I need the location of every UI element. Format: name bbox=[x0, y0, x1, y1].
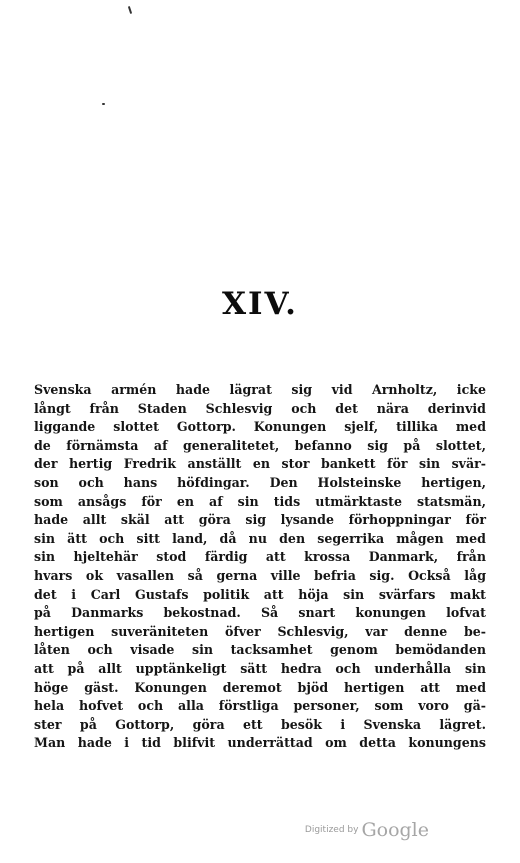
digitized-by-label: Digitized by bbox=[304, 825, 359, 835]
text-line: hvars ok vasallen så gerna ville befria sig. Också låg bbox=[34, 567, 486, 583]
text-line: hela hofvet och alla förstliga personer, som voro gä- bbox=[34, 698, 486, 714]
text-line: liggande slottet Gottorp. Konungen sjelf, tillika med bbox=[34, 419, 486, 435]
ink-speck-mark bbox=[128, 6, 132, 14]
text-line: sin hjeltehär stod färdig att krossa Danmark, från bbox=[34, 549, 486, 565]
text-line: der hertig Fredrik anställt en stor bankett för sin svär- bbox=[34, 456, 486, 472]
chapter-body-text bbox=[34, 381, 486, 753]
chapter-heading: XIV. bbox=[222, 286, 298, 322]
text-line: hade allt skäl att göra sig lysande förhoppningar för bbox=[34, 512, 486, 528]
ink-speck-mark bbox=[102, 103, 105, 105]
text-line: att på allt upptänkeligt sätt hedra och underhålla sin bbox=[34, 660, 486, 676]
text-line: på Danmarks bekostnad. Så snart konungen lofvat bbox=[34, 605, 486, 621]
text-line: Svenska armén hade lägrat sig vid Arnholtz, icke bbox=[34, 382, 486, 397]
digitized-by-watermark bbox=[305, 819, 429, 841]
text-line: de förnämsta af generalitetet, befanno sig på slottet, bbox=[34, 437, 486, 453]
text-line: Man hade i tid blifvit underrättad om detta konungens bbox=[34, 735, 486, 751]
text-line: hertigen suveräniteten öfver Schlesvig, var denne be- bbox=[34, 623, 486, 639]
text-line: son och hans höfdingar. Den Holsteinske hertigen, bbox=[34, 474, 486, 490]
text-line: långt från Staden Schlesvig och det nära derinvid bbox=[34, 400, 486, 416]
google-logo-text: Google bbox=[361, 819, 429, 841]
text-line: det i Carl Gustafs politik att höja sin svärfars makt bbox=[34, 586, 486, 602]
text-line: låten och visade sin tacksamhet genom bemödanden bbox=[34, 642, 486, 658]
text-line: sin ätt och sitt land, då nu den segerrika mågen med bbox=[34, 530, 486, 546]
text-line: som ansågs för en af sin tids utmärktaste statsmän, bbox=[34, 493, 486, 509]
text-line: ster på Gottorp, göra ett besök i Svenska lägret. bbox=[34, 716, 486, 732]
text-line: höge gäst. Konungen deremot bjöd hertigen att med bbox=[34, 679, 486, 695]
